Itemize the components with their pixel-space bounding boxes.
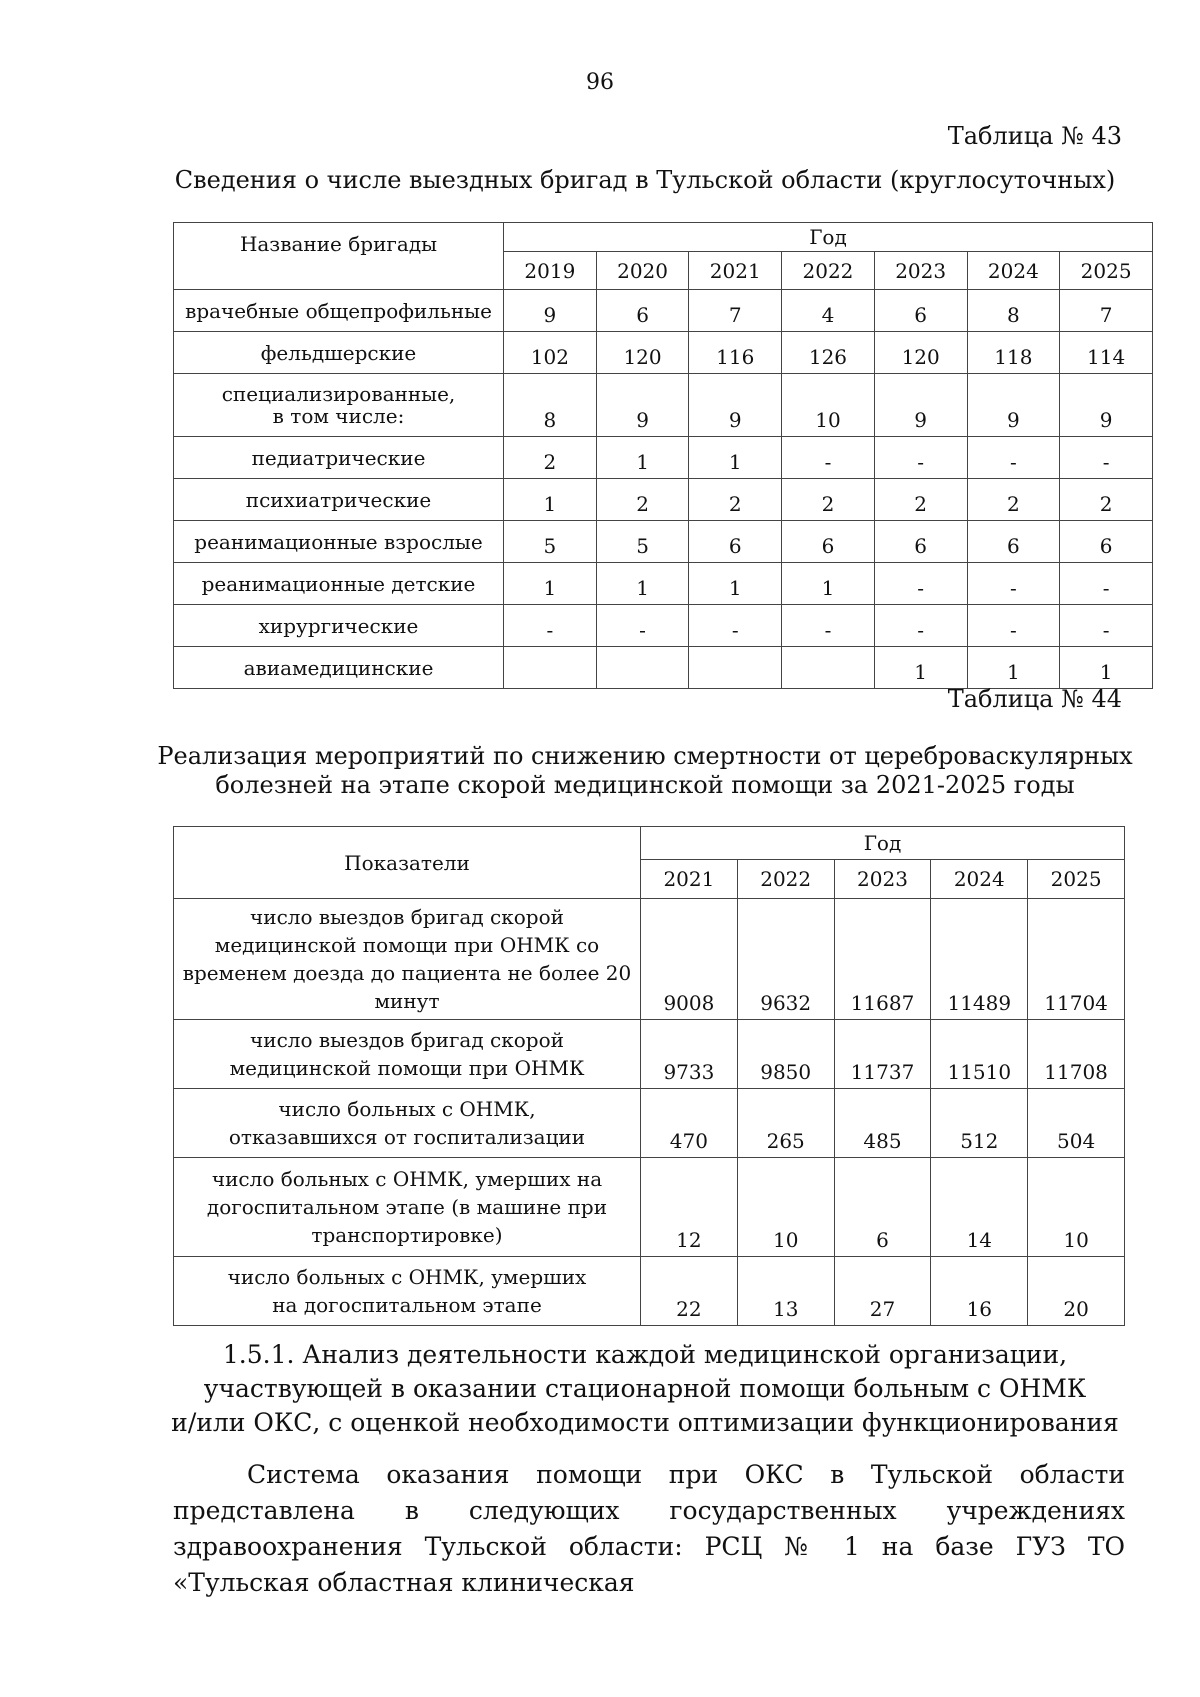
t44-header-name: Показатели bbox=[174, 827, 641, 899]
t43-cell: 2 bbox=[967, 479, 1060, 521]
t44-cell: 11704 bbox=[1028, 899, 1125, 1020]
t43-cell: 7 bbox=[1060, 290, 1153, 332]
t43-cell: 9 bbox=[967, 374, 1060, 437]
t44-cell: 11687 bbox=[834, 899, 931, 1020]
t44-cell: 512 bbox=[931, 1089, 1028, 1158]
table-44-caption-line: Реализация мероприятий по снижению смертности от цереброваскулярных bbox=[157, 742, 1133, 770]
t44-row-name: число больных с ОНМК, умерших на догоспитальном этапе bbox=[174, 1257, 641, 1326]
t44-cell: 9632 bbox=[737, 899, 834, 1020]
table-44 bbox=[173, 826, 1125, 1326]
table-43-number: Таблица № 43 bbox=[947, 122, 1122, 150]
table-row bbox=[174, 374, 1153, 437]
t43-cell: 9 bbox=[689, 374, 782, 437]
t43-cell: 126 bbox=[782, 332, 875, 374]
t43-header-year: Год bbox=[504, 223, 1153, 252]
t43-cell: 1 bbox=[596, 437, 689, 479]
table-43 bbox=[173, 222, 1153, 689]
t44-cell: 485 bbox=[834, 1089, 931, 1158]
t43-cell: - bbox=[967, 437, 1060, 479]
t44-cell: 10 bbox=[737, 1158, 834, 1257]
t43-cell bbox=[689, 647, 782, 689]
t43-cell: 9 bbox=[504, 290, 597, 332]
table-row bbox=[174, 332, 1153, 374]
t43-cell: 8 bbox=[504, 374, 597, 437]
t43-header-name: Название бригады bbox=[174, 223, 504, 290]
table-row bbox=[174, 647, 1153, 689]
t43-cell: 2 bbox=[504, 437, 597, 479]
t44-cell: 11708 bbox=[1028, 1020, 1125, 1089]
t44-cell: 9850 bbox=[737, 1020, 834, 1089]
t43-cell: 7 bbox=[689, 290, 782, 332]
table-row bbox=[174, 605, 1153, 647]
t43-year: 2023 bbox=[874, 252, 967, 290]
t43-cell bbox=[782, 647, 875, 689]
t43-cell: - bbox=[967, 563, 1060, 605]
t43-row-name: реанимационные детские bbox=[174, 563, 504, 605]
t43-cell: 6 bbox=[967, 521, 1060, 563]
t44-cell: 20 bbox=[1028, 1257, 1125, 1326]
t43-cell bbox=[596, 647, 689, 689]
t43-cell: - bbox=[874, 605, 967, 647]
t43-cell: 1 bbox=[596, 563, 689, 605]
t43-cell: 1 bbox=[782, 563, 875, 605]
t44-cell: 16 bbox=[931, 1257, 1028, 1326]
t44-cell: 27 bbox=[834, 1257, 931, 1326]
t43-cell: - bbox=[1060, 437, 1153, 479]
t43-cell: 1 bbox=[504, 563, 597, 605]
t44-year: 2021 bbox=[641, 860, 738, 899]
t44-year: 2025 bbox=[1028, 860, 1125, 899]
t43-row-name: педиатрические bbox=[174, 437, 504, 479]
table-row bbox=[174, 437, 1153, 479]
table-row bbox=[174, 290, 1153, 332]
t44-cell: 10 bbox=[1028, 1158, 1125, 1257]
t43-cell: 6 bbox=[689, 521, 782, 563]
t43-year: 2024 bbox=[967, 252, 1060, 290]
section-heading-line: и/или ОКС, с оценкой необходимости оптимизации функционирования bbox=[171, 1408, 1119, 1437]
t43-cell: 120 bbox=[874, 332, 967, 374]
table-row bbox=[174, 1257, 1125, 1326]
t43-cell: - bbox=[689, 605, 782, 647]
t43-cell: 6 bbox=[874, 290, 967, 332]
t43-row-name: врачебные общепрофильные bbox=[174, 290, 504, 332]
t43-cell: 2 bbox=[1060, 479, 1153, 521]
t43-cell: 6 bbox=[782, 521, 875, 563]
t44-cell: 11737 bbox=[834, 1020, 931, 1089]
t43-year: 2021 bbox=[689, 252, 782, 290]
t43-row-name: фельдшерские bbox=[174, 332, 504, 374]
t43-cell: 1 bbox=[874, 647, 967, 689]
t44-year: 2023 bbox=[834, 860, 931, 899]
t43-cell bbox=[504, 647, 597, 689]
t43-cell: 2 bbox=[782, 479, 875, 521]
t44-row-name: число больных с ОНМК, умерших на догоспитальном этапе (в машине при транспортировке) bbox=[174, 1158, 641, 1257]
table-row bbox=[174, 899, 1125, 1020]
table-44-caption bbox=[150, 742, 1140, 800]
t44-cell: 12 bbox=[641, 1158, 738, 1257]
t43-cell: 4 bbox=[782, 290, 875, 332]
t43-cell: 102 bbox=[504, 332, 597, 374]
t43-row-name: реанимационные взрослые bbox=[174, 521, 504, 563]
t43-cell: 6 bbox=[1060, 521, 1153, 563]
t43-year: 2022 bbox=[782, 252, 875, 290]
t44-header-year: Год bbox=[641, 827, 1125, 860]
table-row bbox=[174, 1158, 1125, 1257]
t43-cell: 1 bbox=[1060, 647, 1153, 689]
body-paragraph: Система оказания помощи при ОКС в Тульской области представлена в следующих государственных учреждениях здравоохранения Тульской области: РСЦ № 1 на базе ГУЗ ТО «Тульская областная клиническая bbox=[173, 1460, 1125, 1597]
t44-cell: 9008 bbox=[641, 899, 738, 1020]
t44-row-name: число больных с ОНМК, отказавшихся от госпитализации bbox=[174, 1089, 641, 1158]
t43-cell: - bbox=[967, 605, 1060, 647]
page-number: 96 bbox=[586, 70, 614, 95]
t43-cell: 8 bbox=[967, 290, 1060, 332]
t44-cell: 6 bbox=[834, 1158, 931, 1257]
t43-row-name: психиатрические bbox=[174, 479, 504, 521]
t44-row-name: число выездов бригад скорой медицинской помощи при ОНМК со временем доезда до пациента не более 20 минут bbox=[174, 899, 641, 1020]
t43-row-name: специализированные, в том числе: bbox=[174, 374, 504, 437]
t43-year: 2025 bbox=[1060, 252, 1153, 290]
t44-cell: 14 bbox=[931, 1158, 1028, 1257]
t43-cell: - bbox=[782, 605, 875, 647]
t43-cell: 1 bbox=[689, 563, 782, 605]
t43-cell: 1 bbox=[967, 647, 1060, 689]
t43-cell: 5 bbox=[596, 521, 689, 563]
table-row bbox=[174, 521, 1153, 563]
t43-cell: 6 bbox=[596, 290, 689, 332]
t43-year: 2020 bbox=[596, 252, 689, 290]
t43-cell: 2 bbox=[689, 479, 782, 521]
t43-cell: 9 bbox=[874, 374, 967, 437]
t43-cell: - bbox=[782, 437, 875, 479]
t43-cell: 9 bbox=[596, 374, 689, 437]
t43-cell: 1 bbox=[689, 437, 782, 479]
t43-row-name: хирургические bbox=[174, 605, 504, 647]
table-row bbox=[174, 1020, 1125, 1089]
section-heading-line: 1.5.1. Анализ деятельности каждой медицинской организации, bbox=[222, 1340, 1068, 1369]
t43-cell: - bbox=[1060, 605, 1153, 647]
t43-cell: - bbox=[504, 605, 597, 647]
table-44-number: Таблица № 44 bbox=[947, 685, 1122, 713]
t43-cell: 114 bbox=[1060, 332, 1153, 374]
t44-year: 2024 bbox=[931, 860, 1028, 899]
t43-cell: 118 bbox=[967, 332, 1060, 374]
t44-cell: 11489 bbox=[931, 899, 1028, 1020]
t44-cell: 13 bbox=[737, 1257, 834, 1326]
table-row bbox=[174, 1089, 1125, 1158]
t43-cell: 120 bbox=[596, 332, 689, 374]
t43-cell: 2 bbox=[874, 479, 967, 521]
t43-year: 2019 bbox=[504, 252, 597, 290]
t44-cell: 11510 bbox=[931, 1020, 1028, 1089]
t44-year: 2022 bbox=[737, 860, 834, 899]
t44-cell: 22 bbox=[641, 1257, 738, 1326]
table-row bbox=[174, 479, 1153, 521]
t43-cell: - bbox=[874, 563, 967, 605]
t44-cell: 9733 bbox=[641, 1020, 738, 1089]
t43-cell: 6 bbox=[874, 521, 967, 563]
t43-cell: - bbox=[874, 437, 967, 479]
table-44-caption-line: болезней на этапе скорой медицинской помощи за 2021-2025 годы bbox=[215, 771, 1075, 799]
section-heading-line: участвующей в оказании стационарной помощи больным с ОНМК bbox=[203, 1374, 1087, 1403]
table-row bbox=[174, 563, 1153, 605]
t43-row-name: авиамедицинские bbox=[174, 647, 504, 689]
t44-cell: 504 bbox=[1028, 1089, 1125, 1158]
t43-cell: 1 bbox=[504, 479, 597, 521]
t43-cell: 10 bbox=[782, 374, 875, 437]
t44-row-name: число выездов бригад скорой медицинской помощи при ОНМК bbox=[174, 1020, 641, 1089]
t43-cell: 2 bbox=[596, 479, 689, 521]
t44-cell: 265 bbox=[737, 1089, 834, 1158]
t43-cell: - bbox=[596, 605, 689, 647]
t44-cell: 470 bbox=[641, 1089, 738, 1158]
t43-cell: 116 bbox=[689, 332, 782, 374]
section-heading bbox=[150, 1338, 1140, 1440]
t43-cell: 5 bbox=[504, 521, 597, 563]
t43-cell: - bbox=[1060, 563, 1153, 605]
t43-cell: 9 bbox=[1060, 374, 1153, 437]
table-43-caption: Сведения о числе выездных бригад в Тульской области (круглосуточных) bbox=[174, 166, 1116, 194]
